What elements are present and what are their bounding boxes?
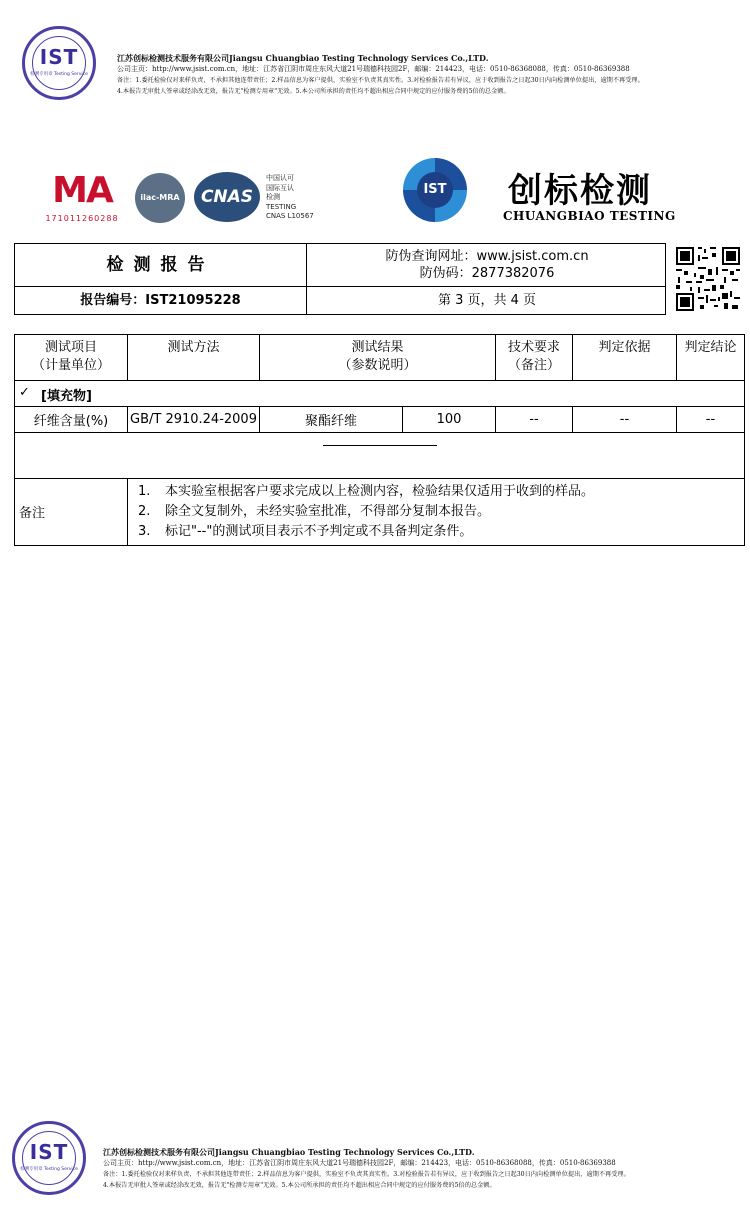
cnas-info [266,174,314,222]
table-header-row [15,335,744,381]
ma-number: 171011260288 [45,214,119,223]
header-requirement-note: （备注） [507,358,560,373]
ma-text: MA [52,170,112,211]
footer-note-1: 备注：1.委托检验仅对来样负责，不承担其他连带责任；2.样品信息为客户提供，实验室不负责其真实性。3.对检验报告若有异议，应于收到报告之日起30日内向检测单位提出，逾期不再受理。 [103,1171,630,1178]
seal-sub: 检测专用章 Testing Service [30,72,88,77]
row-requirement: -- [495,407,572,432]
cma-logo [42,170,122,226]
check-icon: ✓ [19,385,30,400]
row-basis: -- [572,407,676,432]
page-indicator: 第 3 页，共 4 页 [437,293,537,308]
section-row [15,381,744,407]
header-item-unit: （计量单位） [31,358,110,373]
company-contact: 公司主页：http://www.jsist.com.cn，地址：江苏省江阴市周庄东风大道21号瑞德科技园2F，邮编：214423，电话：0510-86368088，传真：0510-86369388 [103,1159,616,1167]
footer-seal [12,1121,86,1195]
header-seal [22,26,96,100]
qr-code[interactable] [674,245,742,313]
row-conclusion: -- [676,407,744,432]
remark-number: 3. [138,524,151,539]
remark-text: 标记"--"的测试项目表示不予判定或不具备判定条件。 [165,524,473,539]
header-requirement-label: 技术要求 [507,340,560,355]
cnas-info-line: 中国认可 [266,174,294,182]
remark-number: 2. [138,504,151,519]
ilac-mra-logo: ilac-MRA [135,173,185,223]
company-name: 江苏创标检测技术服务有限公司Jiangsu Chuangbiao Testing Technology Services Co.,LTD. [103,1147,475,1157]
seal-text: IST [29,1140,69,1164]
remarks-label [15,479,127,545]
remark-number: 1. [138,484,151,499]
table-row [15,407,744,433]
report-title-box [14,243,666,315]
header-result-label: 测试结果 [351,340,404,355]
remark-text: 本实验室根据客户要求完成以上检测内容，检验结果仅适用于收到的样品。 [165,484,595,499]
header-info [117,53,644,97]
report-number: 报告编号：IST21095228 [80,293,241,308]
col-header-result [259,335,495,380]
end-divider [323,445,437,446]
col-header-conclusion [676,335,744,380]
remark-text: 除全文复制外，未经实验室批准，不得部分复制本报告。 [165,504,491,519]
cnas-info-line: 检测 [266,193,280,201]
ist-logo-text: IST [417,172,453,208]
header-method-label: 测试方法 [167,340,220,355]
col-header-basis [572,335,676,380]
seal-sub: 检测专用章 Testing Service [20,1167,78,1172]
col-header-method [127,335,259,380]
remarks-row [15,479,744,545]
section-label: [填充物] [41,389,92,404]
company-name: 江苏创标检测技术服务有限公司Jiangsu Chuangbiao Testing Technology Services Co.,LTD. [117,53,489,63]
seal-text: IST [39,45,79,69]
anti-fake-url: 防伪查询网址：www.jsist.com.cn [385,249,589,264]
cnas-text: CNAS [200,187,254,207]
brand-name-cn: 创标检测 [508,171,652,211]
cnas-info-line: TESTING [266,202,297,211]
blank-row [15,433,744,479]
row-param: 聚酯纤维 [259,407,402,432]
company-contact: 公司主页：http://www.jsist.com.cn，地址：江苏省江阴市周庄东风大道21号瑞德科技园2F，邮编：214423，电话：0510-86368088，传真：0510-86369388 [117,65,630,73]
brand-name-en: CHUANGBIAO TESTING [503,209,676,223]
anti-fake-code: 防伪码：2877382076 [419,266,555,281]
cnas-info-line: 国际互认 [266,183,294,192]
col-header-requirement [495,335,572,380]
cnas-logo [194,172,260,222]
report-title: 检测报告 [106,255,215,275]
remarks-content [127,479,744,545]
row-value: 100 [402,407,495,432]
cnas-info-line: CNAS L10567 [266,212,314,220]
row-item: 纤维含量(%) [33,414,109,429]
header-note-1: 备注：1.委托检验仅对来样负责，不承担其他连带责任；2.样品信息为客户提供，实验室不负责其真实性。3.对检验报告若有异议，应于收到报告之日起30日内向检测单位提出，逾期不再受理。 [117,77,644,84]
footer-info [103,1147,630,1191]
results-table [14,334,745,546]
header-item-label: 测试项目 [44,340,97,355]
ist-brand-logo [403,158,467,222]
header-conclusion-label: 判定结论 [684,340,737,355]
anti-fake-info [307,248,667,282]
remarks-label-text: 备注 [19,506,46,521]
footer-note-2: 4.本报告无审批人签章或经涂改无效，报告无"检测专用章"无效。5.本公司所承担的责任均不超出相应合同中规定的应付服务费的5倍的总金额。 [103,1182,496,1189]
col-header-item [15,335,127,380]
header-basis-label: 判定依据 [598,340,651,355]
header-note-2: 4.本报告无审批人签章或经涂改无效，报告无"检测专用章"无效。5.本公司所承担的责任均不超出相应合同中规定的应付服务费的5倍的总金额。 [117,88,510,95]
row-method: GB/T 2910.24-2009 [127,407,259,432]
header-result-note: （参数说明） [338,358,417,373]
